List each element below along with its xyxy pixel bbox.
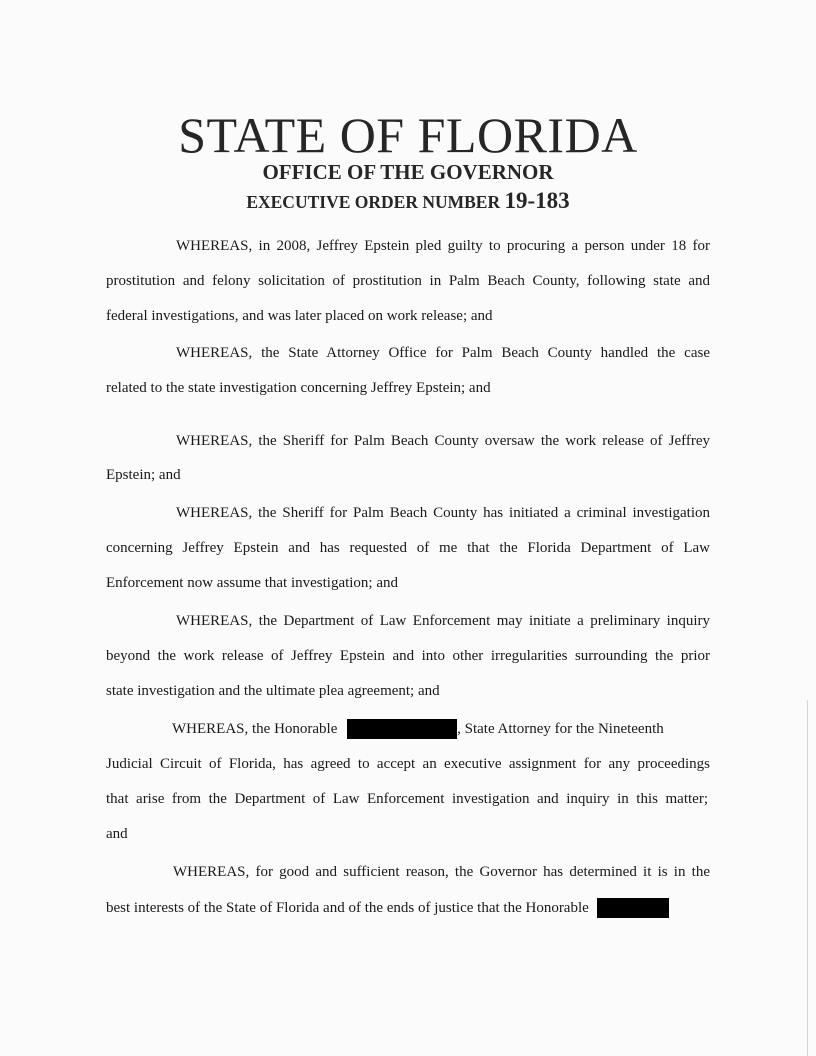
text-line: and [106,826,128,842]
redaction-box [347,719,457,739]
text-line [172,719,710,739]
text-segment: WHEREAS, the Honorable [172,721,342,737]
text-line: Epstein; and [106,467,181,483]
executive-order-heading [0,188,816,214]
text-line: Enforcement now assume that investigation; and [106,575,399,591]
text-line: WHEREAS, the State Attorney Office for Palm Beach County handled the case [176,345,710,361]
text-line: concerning Jeffrey Epstein and has requested of me that the Florida Department of Law [106,540,710,556]
text-line: related to the state investigation concerning Jeffrey Epstein; and [106,380,491,396]
text-line [106,898,710,918]
order-label: EXECUTIVE ORDER NUMBER [246,192,501,212]
text-line: WHEREAS, the Sheriff for Palm Beach County has initiated a criminal investigation [176,505,710,521]
document-title: STATE OF FLORIDA [178,107,638,163]
text-line: WHEREAS, for good and sufficient reason, the Governor has determined it is in the [173,864,710,880]
office-heading: OFFICE OF THE GOVERNOR [262,160,554,184]
text-line: Judicial Circuit of Florida, has agreed to accept an executive assignment for any proceedings [106,756,710,772]
text-line: WHEREAS, the Sheriff for Palm Beach County oversaw the work release of Jeffrey [176,433,710,449]
text-line: WHEREAS, in 2008, Jeffrey Epstein pled guilty to procuring a person under 18 for [176,238,710,254]
text-segment: , State Attorney for the Nineteenth [457,721,664,737]
text-line: prostitution and felony solicitation of prostitution in Palm Beach County, following state and [106,273,710,289]
redaction-box [597,898,669,918]
text-segment: best interests of the State of Florida and of the ends of justice that the Honorable [106,900,593,916]
text-line: that arise from the Department of Law Enforcement investigation and inquiry in this matter; [106,791,708,807]
order-number: 19-183 [504,188,570,213]
text-line: state investigation and the ultimate plea agreement; and [106,683,440,699]
text-line: beyond the work release of Jeffrey Epstein and into other irregularities surrounding the prior [106,648,710,664]
page-edge-line [807,700,808,1056]
text-line: WHEREAS, the Department of Law Enforcement may initiate a preliminary inquiry [176,613,710,629]
text-line: federal investigations, and was later placed on work release; and [106,308,493,324]
